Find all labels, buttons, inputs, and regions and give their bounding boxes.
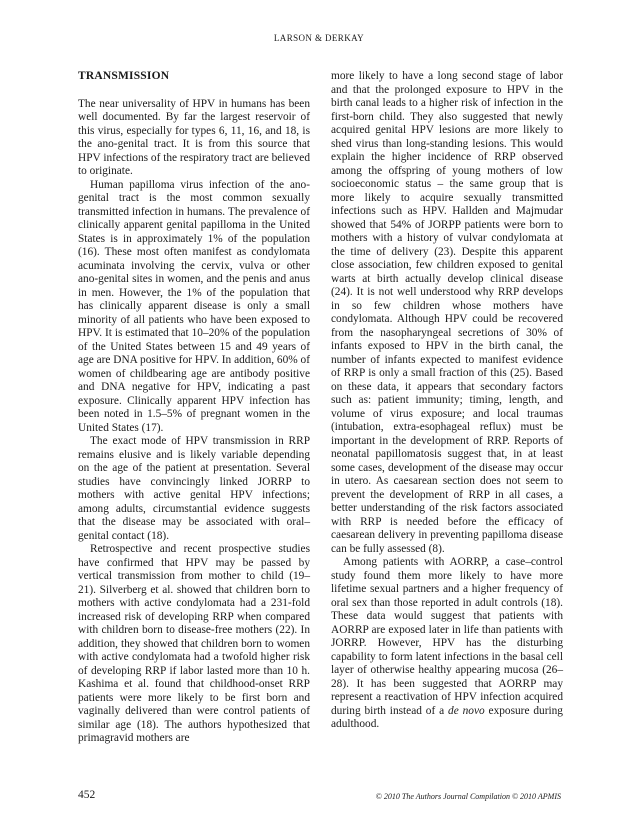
running-head: LARSON & DERKAY — [273, 33, 365, 43]
italic-term: de novo — [448, 704, 485, 717]
paragraph: The near universality of HPV in humans has been well documented. By far the largest reservoir of this virus, especially for types 6, 11, 16, and 18, is the ano-genital tract. It is from this source that HPV infections of the respiratory tract are believed to originate. — [78, 97, 310, 177]
right-column — [331, 70, 563, 732]
paragraph-text: Among patients with AORRP, a case–control study found them more likely to have more lifetime sexual partners and a higher frequency of oral sex than those reported in adult controls (18). These data would suggest that patients with AORRP are exposed later in life than patients with JORRP. However, HPV has the disturbing capability to form latent infections in the basal cell layer of otherwise healthy appearing mucosa (26–28). It has been suggested that AORRP may represent a reactivation of HPV infection acquired during birth instead of a — [331, 556, 563, 717]
paragraph: Human papilloma virus infection of the ano-genital tract is the most common sexually transmitted infection in humans. The prevalence of clinically apparent genital papilloma in the United States is in approximately 1% of the population (16). These most often manifest as condylomata acuminata involving the cervix, vulva or other ano-genital sites in women, and the penis and anus in men. However, the 1% of the population that has clinically apparent disease is only a small minority of all patients who have been exposed to HPV. It is estimated that 10–20% of the population of the United States between 15 and 49 years of age are DNA positive for HPV. In addition, 60% of women of childbearing age are antibody positive and DNA negative for HPV, indicating a past exposure. Clinically apparent HPV infection has been noted in 1.5–5% of pregnant women in the United States (17). — [78, 178, 310, 434]
page-number: 452 — [78, 789, 96, 801]
section-heading: TRANSMISSION — [78, 70, 170, 82]
paragraph — [331, 556, 563, 732]
paragraph: more likely to have a long second stage of labor and that the prolonged exposure to HPV in the birth canal leads to a higher risk of infection in the first-born child. They also suggested that newly acquired genital HPV lesions are more likely to shed virus than long-standing lesions. This would explain the higher incidence of RRP observed among the offspring of young mothers of low socioeconomic status – the same group that is more likely to acquire sexually transmitted infections such as HPV. Hallden and Majmudar showed that 54% of JORPP patients were born to mothers with a history of vulvar condylomata at the time of delivery (23). Despite this apparent close association, few children exposed to genital warts at birth actually develop clinical disease (24). It is not well understood why RRP develops in so few children whose mothers have condylomata. Although HPV could be recovered from the nasopharyngeal secretions of 30% of infants exposed to HPV in the birth canal, the number of infants expected to manifest evidence of RRP is only a small fraction of this (25). Based on these data, it appears that secondary factors such as: patient immunity; timing, length, and volume of virus exposure; and local traumas (intubation, extra-esophageal reflux) must be important in the development of RRP. Reports of neonatal papillomatosis suggest that, in at least some cases, development of the disease may occur in utero. As caesarean section does not seem to prevent the development of RRP in all cases, a better understanding of the risk factors associated with RRP is needed before the efficacy of caesarean delivery in preventing papilloma disease can be fully assessed (8). — [331, 70, 563, 555]
left-column — [78, 70, 310, 746]
copyright-notice: © 2010 The Authors Journal Compilation © 2010 APMIS — [375, 792, 561, 801]
paragraph: The exact mode of HPV transmission in RRP remains elusive and is likely variable depending on the age of the patient at presentation. Several studies have convincingly linked JORRP to mothers with active genital HPV infections; among adults, circumstantial evidence suggests that the disease may be associated with oral–genital contact (18). — [78, 435, 310, 542]
paragraph-tail: exposure during adulthood. — [331, 704, 563, 730]
paragraph: Retrospective and recent prospective studies have confirmed that HPV may be passed by vertical transmission from mother to child (19–21). Silverberg et al. showed that children born to mothers with active condylomata had a 231-fold increased risk of developing RRP when compared with children born to disease-free mothers (22). In addition, they showed that children born to women with active condylomata had a twofold higher risk of developing RRP if labor lasted more than 10 h. Kashima et al. found that childhood-onset RRP patients were more likely to be first born and vaginally delivered than were control patients of similar age (18). The authors hypothesized that primagravid mothers are — [78, 543, 310, 744]
